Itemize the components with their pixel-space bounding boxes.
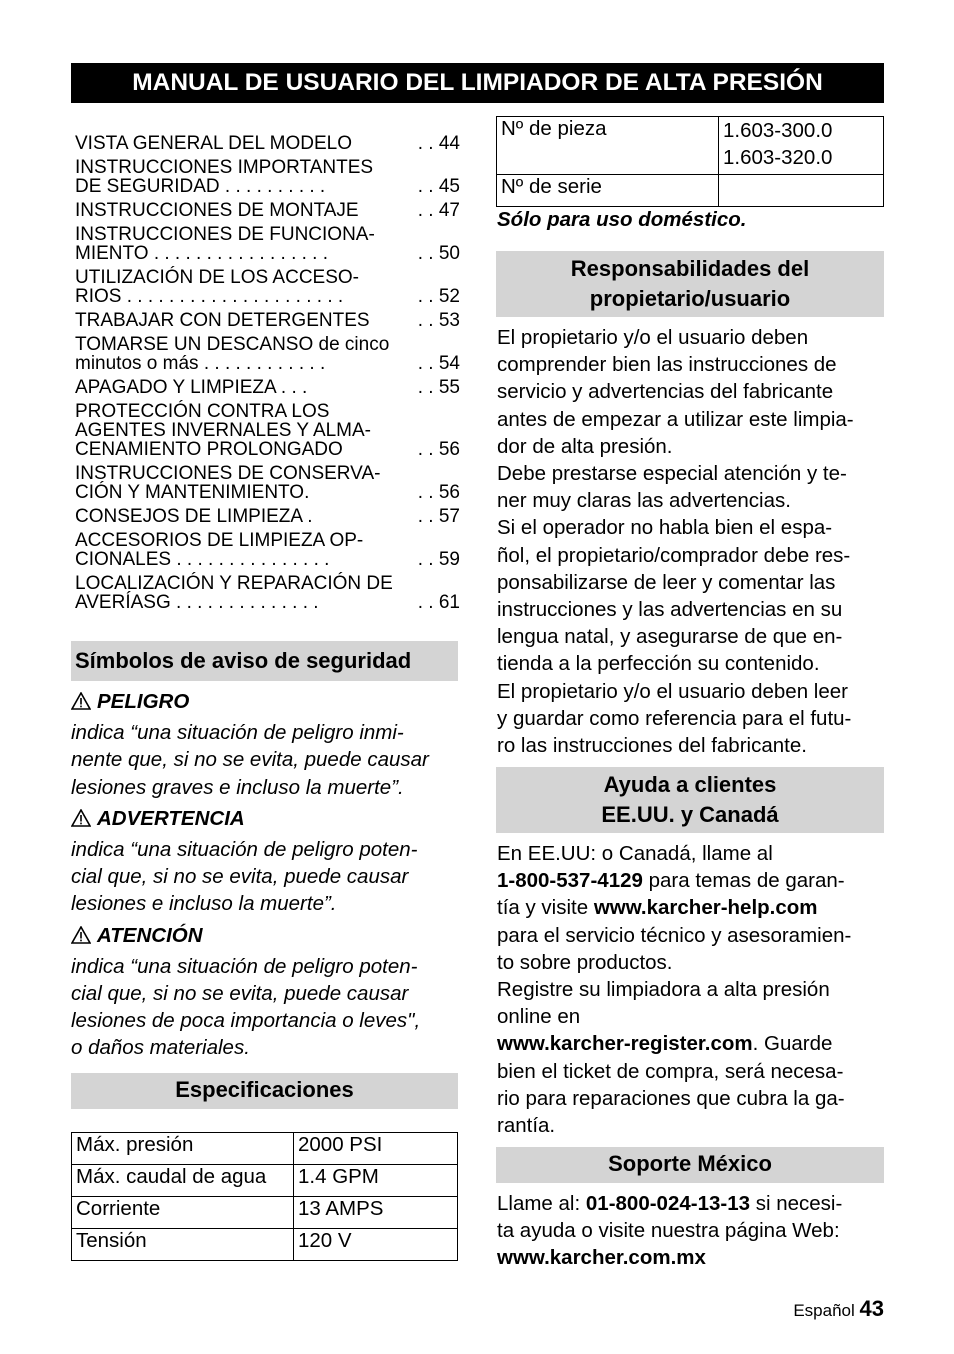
table-row: [72, 1229, 458, 1261]
toc-entry-page: . . 61: [417, 592, 460, 613]
help-line: En EE.UU: o Canadá, llame al: [497, 842, 773, 865]
part-label: Nº de pieza: [497, 117, 719, 175]
toc-entry-page: . . 56: [417, 482, 460, 503]
spec-value: 1.4 GPM: [294, 1165, 458, 1197]
part-values: 1.603-300.0 1.603-320.0: [719, 117, 884, 175]
page-number: 43: [859, 1296, 884, 1321]
safety-heading: Símbolos de aviso de seguridad: [71, 641, 458, 681]
toc-entry: [75, 158, 460, 196]
toc-entry-title: VISTA GENERAL DEL MODELO: [75, 133, 352, 154]
toc-entry-title: LOCALIZACIÓN Y REPARACIÓN DE AVERÍASG . . . . . . . . . . . . . .: [75, 573, 393, 613]
help-url: www.karcher-help.com: [593, 896, 818, 920]
toc-entry-page: . . 54: [417, 353, 460, 374]
toc-entry: [75, 531, 460, 569]
toc-entry-page: . . 52: [417, 286, 460, 307]
toc-entry: [75, 311, 460, 330]
serial-label: Nº de serie: [497, 175, 719, 207]
toc-entry: [75, 464, 460, 502]
customer-help-text: [497, 840, 892, 1139]
toc-entry-page: . . 53: [417, 310, 460, 331]
footer-language: Español: [793, 1301, 855, 1320]
toc-entry-page: . . 50: [417, 243, 460, 264]
warning-text: indica “una situación de peligro poten- cial que, si no se evita, puede causar lesiones e incluso la muerte”.: [71, 838, 418, 916]
table-row: [72, 1165, 458, 1197]
help-line: para el servicio técnico y asesoramien- to sobre productos. Registre su limpiadora a alta presión online en: [497, 923, 852, 1029]
responsibilities-heading: Responsabilidades del propietario/usuario: [496, 251, 884, 317]
serial-value: [719, 175, 884, 207]
help-line: tía y visite: [497, 896, 594, 920]
spec-value: 2000 PSI: [294, 1133, 458, 1165]
mexico-line: si necesi-: [750, 1192, 843, 1215]
toc-entry: [75, 335, 460, 373]
mexico-line: Llame al:: [497, 1192, 586, 1215]
toc-entry-title: CONSEJOS DE LIMPIEZA .: [75, 506, 313, 527]
toc-entry: [75, 134, 460, 153]
warning-triangle-icon: [71, 692, 91, 710]
help-line: . Guarde bien el ticket de compra, será necesa- rio para reparaciones que cubra la ga- rantía.: [497, 1032, 845, 1138]
toc-entry-page: . . 59: [417, 549, 460, 570]
mexico-line: ta ayuda o visite nuestra página Web:: [497, 1219, 840, 1243]
toc-entry: [75, 574, 460, 612]
toc-entry-page: . . 47: [417, 200, 460, 221]
spec-label: Máx. presión: [72, 1133, 294, 1165]
warning-peligro: [71, 688, 461, 801]
spec-label: Máx. caudal de agua: [72, 1165, 294, 1197]
toc-entry-title: PROTECCIÓN CONTRA LOS AGENTES INVERNALES Y ALMA- CENAMIENTO PROLONGADO: [75, 401, 372, 460]
table-row: [497, 117, 884, 175]
mexico-text: [497, 1190, 892, 1272]
toc-entry: [75, 402, 460, 459]
warning-label: ADVERTENCIA: [97, 806, 245, 830]
warning-label: PELIGRO: [97, 690, 190, 713]
toc-entry: [75, 378, 460, 397]
warning-text: indica “una situación de peligro poten- cial que, si no se evita, puede causar lesiones de poca importancia o leves", o daños materiales.: [71, 954, 421, 1060]
toc-entry-title: INSTRUCCIONES DE FUNCIONA- MIENTO . . . . . . . . . . . . . . . . .: [75, 224, 375, 264]
warning-atencion: [71, 922, 461, 1062]
table-row: [497, 175, 884, 207]
warning-advertencia: [71, 805, 461, 918]
mexico-phone: 01-800-024-13-13: [585, 1192, 751, 1215]
page-footer: [793, 1296, 884, 1322]
manual-title: MANUAL DE USUARIO DEL LIMPIADOR DE ALTA PRESIÓN: [71, 63, 884, 103]
toc-entry-page: . . 45: [417, 176, 460, 197]
toc-entry-page: . . 44: [417, 133, 460, 154]
domestic-note: Sólo para uso doméstico.: [497, 208, 747, 231]
toc-entry-title: INSTRUCCIONES DE MONTAJE: [75, 200, 359, 221]
mexico-heading: Soporte México: [496, 1147, 884, 1183]
safety-warnings: [71, 688, 461, 1062]
toc-entry: [75, 268, 460, 306]
spec-label: Tensión: [72, 1229, 294, 1261]
warning-label: ATENCIÓN: [97, 923, 203, 947]
warning-triangle-icon: [71, 809, 91, 827]
toc-entry-title: TOMARSE UN DESCANSO de cinco minutos o más . . . . . . . . . . . .: [75, 334, 390, 374]
table-row: [72, 1133, 458, 1165]
toc-entry-title: INSTRUCCIONES IMPORTANTES DE SEGURIDAD . . . . . . . . . .: [75, 157, 374, 197]
toc-entry-title: ACCESORIOS DE LIMPIEZA OP- CIONALES . . . . . . . . . . . . . . .: [75, 530, 364, 570]
toc-entry-title: APAGADO Y LIMPIEZA . . .: [75, 377, 308, 398]
toc-entry: [75, 507, 460, 526]
toc-entry-title: UTILIZACIÓN DE LOS ACCESO- RIOS . . . . . . . . . . . . . . . . . . . . .: [75, 267, 359, 307]
register-url: www.karcher-register.com: [497, 1032, 753, 1056]
responsibilities-text: El propietario y/o el usuario deben comprender bien las instrucciones de servicio y advertencias del fabricante antes de empezar a utilizar este limpia- dor de alta presión. Debe prestarse especial atención y te- ner muy claras las advertencias. Si el operador no habla bien el espa- ñol, el propietario/comprador debe res- ponsabilizarse de leer y comentar las instrucciones y las advertencias en su lengua natal, y asegurarse de que en- tienda a la perfección su contenido. El propietario y/o el usuario deben leer y guardar como referencia para el futu- ro las instrucciones del fabricante.: [497, 326, 854, 758]
warning-text: indica “una situación de peligro inmi- nente que, si no se evita, puede causar lesiones graves e incluso la muerte”.: [71, 721, 429, 799]
toc-entry-page: . . 56: [417, 439, 460, 460]
help-line: para temas de garan-: [642, 869, 845, 893]
spec-value: 120 V: [294, 1229, 458, 1261]
table-row: [72, 1197, 458, 1229]
toc-entry-title: INSTRUCCIONES DE CONSERVA- CIÓN Y MANTENIMIENTO.: [75, 463, 381, 503]
specs-heading: Especificaciones: [71, 1073, 458, 1109]
toc-entry: [75, 225, 460, 263]
spec-value: 13 AMPS: [294, 1197, 458, 1229]
toc-entry-page: . . 57: [417, 506, 460, 527]
table-of-contents: [75, 134, 460, 617]
specs-table: [71, 1132, 458, 1261]
part-number-table: [496, 116, 884, 207]
warning-triangle-icon: [71, 926, 91, 944]
customer-help-heading: Ayuda a clientes EE.UU. y Canadá: [496, 767, 884, 833]
toc-entry: [75, 201, 460, 220]
help-phone: 1-800-537-4129: [497, 869, 643, 893]
spec-label: Corriente: [72, 1197, 294, 1229]
toc-entry-title: TRABAJAR CON DETERGENTES: [75, 310, 370, 331]
mexico-url: www.karcher.com.mx: [497, 1246, 706, 1270]
toc-entry-page: . . 55: [417, 377, 460, 398]
